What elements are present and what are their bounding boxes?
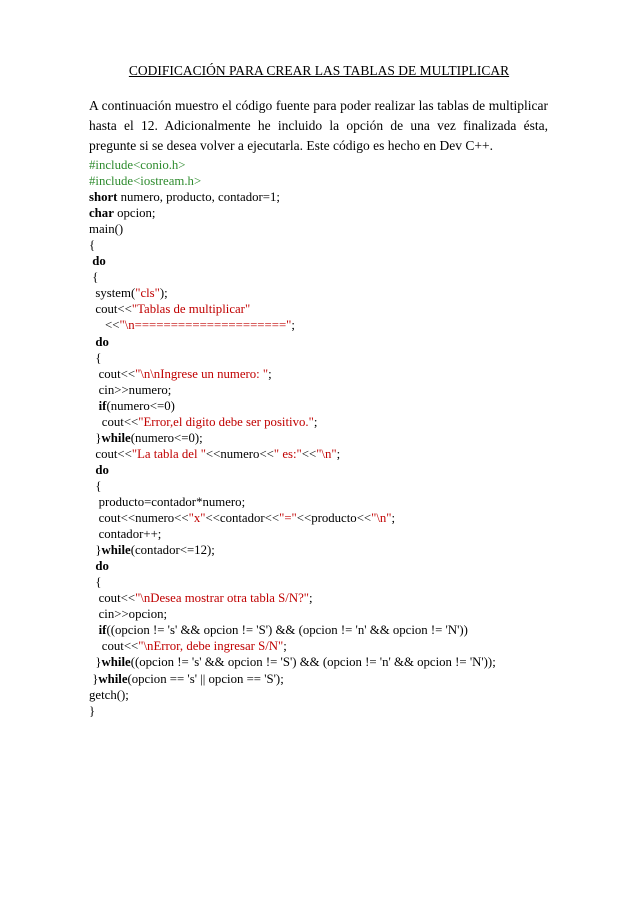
code-keyword: short bbox=[89, 190, 118, 205]
code-line bbox=[89, 574, 559, 590]
code-line bbox=[89, 430, 559, 446]
code-line bbox=[89, 494, 559, 510]
code-line bbox=[89, 334, 559, 350]
code-line bbox=[89, 398, 559, 414]
code-text: <<numero<< bbox=[205, 446, 274, 461]
code-string: "=" bbox=[279, 511, 297, 526]
code-line bbox=[89, 350, 559, 366]
code-line bbox=[89, 671, 559, 687]
code-keyword: while bbox=[98, 671, 128, 686]
code-text: { bbox=[89, 270, 99, 285]
code-listing bbox=[89, 157, 559, 719]
code-text: } bbox=[89, 671, 99, 686]
code-text: { bbox=[89, 350, 102, 365]
code-text: numero, producto, contador=1; bbox=[117, 190, 280, 205]
code-line bbox=[89, 253, 559, 269]
code-text: main() bbox=[89, 222, 124, 237]
code-line bbox=[89, 542, 559, 558]
code-string: "\nDesea mostrar otra tabla S/N?" bbox=[135, 591, 309, 606]
code-text: ; bbox=[309, 591, 313, 606]
code-text: { bbox=[89, 478, 102, 493]
code-text: (opcion == 's' || opcion == 'S'); bbox=[127, 671, 284, 686]
code-text: (contador<=12); bbox=[130, 543, 215, 558]
code-text: ; bbox=[313, 414, 318, 429]
code-line bbox=[89, 366, 559, 382]
code-text: cin>>numero; bbox=[89, 382, 172, 397]
code-line bbox=[89, 687, 559, 703]
code-keyword: while bbox=[101, 655, 131, 670]
code-preprocessor: #include<conio.h> bbox=[89, 158, 186, 172]
code-text: cout<< bbox=[89, 366, 136, 381]
code-text: cin>>opcion; bbox=[89, 607, 168, 622]
code-text: } bbox=[89, 430, 102, 445]
code-line bbox=[89, 414, 559, 430]
code-text: contador++; bbox=[89, 527, 162, 542]
code-line bbox=[89, 269, 559, 285]
code-line bbox=[89, 301, 559, 317]
code-line bbox=[89, 654, 559, 670]
code-keyword: do bbox=[95, 462, 109, 477]
code-text bbox=[89, 623, 99, 637]
code-text: cout<< bbox=[89, 414, 139, 429]
code-line bbox=[89, 173, 559, 189]
code-line bbox=[89, 703, 559, 719]
code-keyword: while bbox=[101, 543, 131, 558]
code-line bbox=[89, 622, 559, 638]
code-line bbox=[89, 462, 559, 478]
code-text: <<contador<< bbox=[205, 511, 280, 526]
code-line bbox=[89, 189, 559, 205]
code-line bbox=[89, 478, 559, 494]
code-string: " es:" bbox=[273, 446, 302, 461]
code-text: cout<< bbox=[89, 302, 132, 317]
code-line bbox=[89, 237, 559, 253]
code-text: <<producto<< bbox=[296, 511, 372, 526]
code-line bbox=[89, 510, 559, 526]
code-string: "x" bbox=[188, 511, 206, 526]
code-string: "Tablas de multiplicar" bbox=[131, 302, 251, 317]
code-line bbox=[89, 285, 559, 301]
code-line bbox=[89, 638, 559, 654]
code-text: system( bbox=[89, 286, 136, 301]
code-text: ((opcion != 's' && opcion != 'S') && (opcion != 'n' && opcion != 'N')) bbox=[106, 623, 468, 638]
code-string: "\nError, debe ingresar S/N" bbox=[138, 639, 284, 654]
intro-paragraph: A continuación muestro el código fuente para poder realizar las tablas de multiplicar hasta el 12. Adicionalmente he incluido la opción de una vez finalizada ésta, pregunte si se desea volver a ejecutarla. Este código es hecho en Dev C++. bbox=[89, 98, 548, 153]
code-text: } bbox=[89, 655, 102, 670]
code-line bbox=[89, 446, 559, 462]
code-text: ; bbox=[336, 446, 341, 461]
code-line bbox=[89, 221, 559, 237]
code-text: producto=contador*numero; bbox=[89, 494, 246, 509]
code-string: "La tabla del " bbox=[131, 446, 206, 461]
code-line bbox=[89, 606, 559, 622]
code-line bbox=[89, 558, 559, 574]
code-text: << bbox=[89, 318, 120, 333]
code-text bbox=[89, 399, 99, 413]
code-text: } bbox=[89, 703, 96, 718]
code-text: ; bbox=[391, 511, 396, 526]
code-keyword: char bbox=[89, 206, 114, 221]
code-text: << bbox=[301, 446, 317, 461]
code-text: ; bbox=[268, 366, 272, 381]
code-string: "\n" bbox=[316, 446, 337, 461]
code-string: "Error,el digito debe ser positivo." bbox=[138, 414, 314, 429]
document-title: CODIFICACIÓN PARA CREAR LAS TABLAS DE MULTIPLICAR bbox=[128, 63, 510, 78]
code-text: ; bbox=[283, 639, 287, 654]
code-line bbox=[89, 590, 559, 606]
code-text: } bbox=[89, 543, 102, 558]
code-line bbox=[89, 526, 559, 542]
code-keyword: if bbox=[98, 398, 107, 413]
code-keyword: do bbox=[95, 334, 109, 349]
code-text: { bbox=[89, 575, 102, 590]
code-preprocessor: #include<iostream.h> bbox=[89, 174, 202, 189]
code-text: ); bbox=[159, 286, 168, 301]
code-keyword: do bbox=[95, 559, 109, 574]
code-line bbox=[89, 317, 559, 333]
code-string: "\n\nIngrese un numero: " bbox=[135, 366, 269, 381]
code-text: { bbox=[89, 238, 96, 253]
code-text: ((opcion != 's' && opcion != 'S') && (opcion != 'n' && opcion != 'N')); bbox=[130, 655, 496, 670]
code-text: (numero<=0) bbox=[106, 398, 175, 413]
code-text: ; bbox=[291, 318, 295, 333]
code-text: cout<< bbox=[89, 591, 136, 606]
code-text: cout<< bbox=[89, 446, 132, 461]
code-line bbox=[89, 382, 559, 398]
code-string: "\n" bbox=[371, 511, 392, 526]
code-line bbox=[89, 205, 559, 221]
code-string: "\n=====================" bbox=[119, 318, 292, 333]
code-string: "cls" bbox=[135, 286, 160, 301]
code-keyword: while bbox=[101, 430, 131, 445]
code-text: opcion; bbox=[113, 206, 156, 221]
code-text: (numero<=0); bbox=[130, 430, 203, 445]
code-text: cout<< bbox=[89, 639, 139, 654]
code-keyword: if bbox=[98, 623, 107, 638]
code-text: getch(); bbox=[89, 687, 129, 702]
code-text: cout<<numero<< bbox=[89, 511, 189, 526]
code-line bbox=[89, 157, 559, 173]
code-keyword: do bbox=[92, 254, 106, 269]
